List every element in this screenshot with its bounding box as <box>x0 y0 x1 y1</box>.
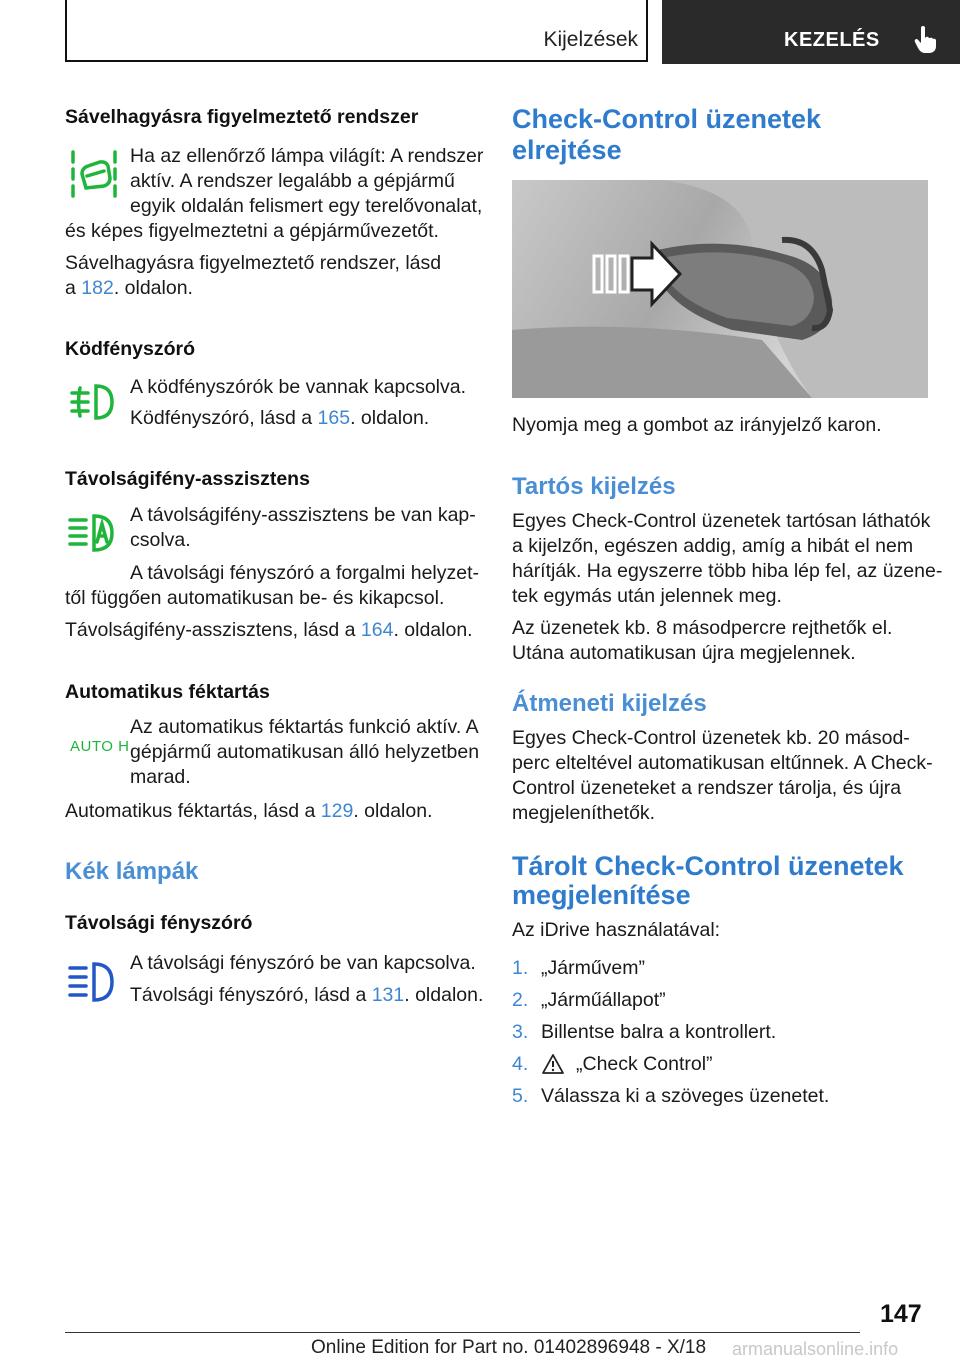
step-text: „Check Control” <box>576 1053 713 1075</box>
temporary-line-1: Egyes Check-Control üzenetek kb. 20 másod- <box>512 727 910 749</box>
warning-triangle-icon <box>541 1053 565 1075</box>
highbeam-ref-suffix: . oldalon. <box>404 984 484 1006</box>
header-tab[interactable] <box>662 0 960 64</box>
lane-departure-icon <box>68 148 120 200</box>
turn-signal-lever-photo <box>512 180 928 398</box>
hide-heading-line-1: Check-Control üzenetek <box>512 104 822 134</box>
footer <box>0 1337 960 1362</box>
footer-divider <box>65 1332 860 1333</box>
lane-line-3: egyik oldalán felismert egy terelővonalat, <box>130 195 483 217</box>
lane-ref-line-2 <box>65 275 193 302</box>
temporary-line-4: megjeleníthetők. <box>512 802 656 824</box>
high-beam-icon <box>66 960 118 1004</box>
footer-watermark: armanualsonline.info <box>732 1339 899 1359</box>
highbeam-assist-icon <box>66 512 118 554</box>
highbeam-assist-line-3: A távolsági fényszóró a forgalmi helyzet- <box>130 562 480 584</box>
permanent-heading: Tartós kijelzés <box>512 473 676 500</box>
stored-heading-line-1: Tárolt Check-Control üzenetek <box>512 851 904 881</box>
highbeam-assist-line-4: től függően automatikusan be- és kikapcsol. <box>65 587 445 609</box>
footer-edition: Online Edition for Part no. 01402896948 - X/18 <box>311 1337 707 1358</box>
highbeam-line-1: A távolsági fényszóró be van kapcsolva. <box>130 952 476 974</box>
auto-hold-icon: AUTO H <box>70 738 130 755</box>
highbeam-assist-ref-page-link[interactable]: 164 <box>360 619 394 641</box>
highbeam-assist-line-2: csolva. <box>130 529 191 551</box>
autohold-ref-line <box>65 798 433 825</box>
autohold-ref-suffix: . oldalon. <box>353 800 433 822</box>
step-text: „Járműállapot” <box>541 989 666 1011</box>
highbeam-heading: Távolsági fényszóró <box>65 912 253 934</box>
step-number: 2. <box>512 989 529 1011</box>
fog-ref-line <box>130 405 429 432</box>
blue-lamps-heading: Kék lámpák <box>65 858 199 885</box>
step-number: 4. <box>512 1053 529 1075</box>
lane-line-4: és képes figyelmeztetni a gépjárművezetőt. <box>65 220 439 242</box>
lane-ref-suffix: . oldalon. <box>113 277 193 299</box>
autohold-heading: Automatikus féktartás <box>65 681 270 703</box>
permanent-line-1: Egyes Check-Control üzenetek tartósan láthatók <box>512 510 931 532</box>
highbeam-assist-ref-suffix: . oldalon. <box>393 619 473 641</box>
highbeam-assist-heading: Távolságifény-asszisztens <box>65 468 310 490</box>
autohold-line-2: gépjármű automatikusan álló helyzetben <box>130 741 480 763</box>
stored-intro: Az iDrive használatával: <box>512 919 721 941</box>
autohold-ref-prefix: Automatikus féktartás, lásd a <box>65 800 321 822</box>
autohold-line-3: marad. <box>130 766 191 788</box>
lane-warning-heading: Sávelhagyásra figyelmeztető rendszer <box>65 106 419 128</box>
header-section-title: Kijelzések <box>543 28 638 51</box>
highbeam-assist-ref-prefix: Távolságifény-asszisztens, lásd a <box>65 619 361 641</box>
fog-ref-prefix: Ködfényszóró, lásd a <box>130 407 318 429</box>
header-tab-label: KEZELÉS <box>784 29 880 51</box>
temporary-line-3: Control üzeneteket a rendszer tárolja, és újra <box>512 777 902 799</box>
highbeam-assist-ref-line <box>65 617 473 644</box>
fog-light-icon <box>68 382 118 422</box>
step-text: „Járművem” <box>541 957 646 979</box>
highbeam-ref-prefix: Távolsági fényszóró, lásd a <box>130 984 372 1006</box>
stored-heading-line-2: megjelenítése <box>512 880 691 910</box>
step-text: Válassza ki a szöveges üzenetet. <box>541 1085 830 1107</box>
lane-ref-page-link[interactable]: 182 <box>81 277 114 299</box>
fog-line-1: A ködfényszórók be vannak kapcsolva. <box>130 376 467 398</box>
temporary-heading: Átmeneti kijelzés <box>512 690 707 717</box>
autohold-line-1: Az automatikus féktartás funkció aktív. A <box>130 716 479 738</box>
lane-ref-prefix: a <box>65 277 82 299</box>
step-number: 1. <box>512 957 529 979</box>
step-number: 3. <box>512 1021 529 1043</box>
permanent-line-5: Az üzenetek kb. 8 másodpercre rejthetők el. <box>512 617 893 639</box>
highbeam-ref-page-link[interactable]: 131 <box>371 984 405 1006</box>
autohold-ref-page-link[interactable]: 129 <box>320 800 354 822</box>
lane-line-1: Ha az ellenőrző lámpa világít: A rendszer <box>130 145 484 167</box>
lane-ref-line-1: Sávelhagyásra figyelmeztető rendszer, lásd <box>65 252 442 274</box>
step-text: Billentse balra a kontrollert. <box>541 1021 777 1043</box>
permanent-line-3: hárítják. Ha egyszerre több hiba lép fel, az üzene- <box>512 560 943 582</box>
page-number: 147 <box>880 1300 922 1328</box>
temporary-line-2: perc elteltével automatikusan eltűnnek. A Check- <box>512 752 933 774</box>
highbeam-ref-line <box>130 982 483 1009</box>
hide-heading-line-2: elrejtése <box>512 135 622 165</box>
fog-ref-page-link[interactable]: 165 <box>317 407 351 429</box>
photo-caption: Nyomja meg a gombot az irányjelző karon. <box>512 414 882 436</box>
fog-ref-suffix: . oldalon. <box>350 407 430 429</box>
lane-line-2: aktív. A rendszer legalább a gépjármű <box>130 170 455 192</box>
highbeam-assist-line-1: A távolságifény-asszisztens be van kap- <box>130 504 476 526</box>
step-number: 5. <box>512 1085 529 1107</box>
permanent-line-4: tek egymás után jelennek meg. <box>512 585 782 607</box>
hand-pointer-icon <box>914 26 938 54</box>
permanent-line-6: Utána automatikusan újra megjelennek. <box>512 642 856 664</box>
fog-heading: Ködfényszóró <box>65 338 196 360</box>
permanent-line-2: a kijelzőn, egészen addig, amíg a hibát el nem <box>512 535 914 557</box>
